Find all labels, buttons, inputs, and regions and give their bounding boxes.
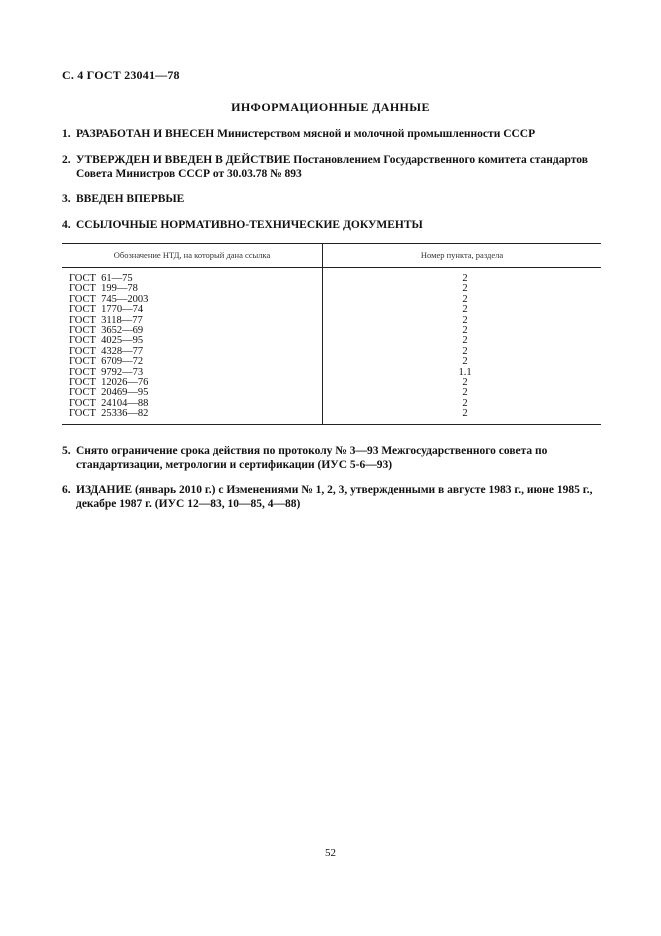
info-item-5 (62, 444, 602, 472)
table-row (62, 305, 601, 315)
section-title: ИНФОРМАЦИОННЫЕ ДАННЫЕ (231, 100, 430, 114)
item-number: 2. (62, 154, 71, 166)
item-lead: ИЗДАНИЕ (76, 484, 133, 496)
document-designation: ГОСТ 12026—76 (62, 378, 323, 388)
section-number: 2 (462, 304, 468, 316)
info-item-1 (62, 127, 602, 141)
document-designation: ГОСТ 3652—69 (62, 326, 323, 336)
item-text: Постановлением Государственного комитета стандартов Совета Министров СССР от 30.03.78 № 893 (76, 154, 588, 180)
section-number: 2 (462, 397, 468, 409)
item-number: 5. (62, 445, 71, 457)
item-number: 4. (62, 219, 71, 231)
document-designation: ГОСТ 1770—74 (62, 305, 323, 315)
table-row (62, 268, 601, 285)
section-number: 2 (462, 283, 468, 295)
section-number: 2 (462, 356, 468, 368)
document-designation: ГОСТ 4025—95 (62, 336, 323, 346)
section-number: 2 (462, 314, 468, 326)
section-number: 1.1 (458, 366, 472, 378)
column-header-designation: Обозначение НТД, на который дана ссылка (62, 244, 323, 268)
document-designation: ГОСТ 25336—82 (62, 409, 323, 424)
page-number: 52 (325, 847, 336, 859)
item-text: Министерством мясной и молочной промышленности СССР (214, 128, 536, 140)
document-designation: ГОСТ 61—75 (62, 268, 323, 285)
section-number: 2 (462, 387, 468, 399)
item-lead: УТВЕРЖДЕН И ВВЕДЕН В ДЕЙСТВИЕ (76, 154, 291, 166)
info-item-2 (62, 153, 602, 181)
section-number: 2 (323, 409, 602, 424)
item-text: (январь 2010 г.) с Изменениями № 1, 2, 3, утвержденными в августе 1983 г., июне 1985 г., декабре 1987 г. (ИУС 12—83, 10—85, 4—88) (76, 484, 593, 510)
section-number: 2 (462, 273, 468, 284)
document-designation: ГОСТ 745—2003 (62, 295, 323, 305)
item-number: 6. (62, 484, 71, 496)
section-number: 2 (462, 293, 468, 305)
item-lead: ВВЕДЕН ВПЕРВЫЕ (76, 193, 185, 205)
item-text: Снято ограничение срока действия по протоколу № 3—93 Межгосударственного совета по стандартизации, метрологии и сертификации (ИУС 5-6—93) (76, 445, 548, 471)
section-number: 2 (462, 345, 468, 357)
item-number: 1. (62, 128, 71, 140)
item-lead: РАЗРАБОТАН И ВНЕСЕН (76, 128, 215, 140)
info-item-3 (62, 192, 602, 206)
document-designation: ГОСТ 9792—73 (62, 368, 323, 378)
section-number: 2 (462, 377, 468, 389)
column-header-section: Номер пункта, раздела (323, 244, 602, 268)
section-number: 2 (462, 325, 468, 337)
item-lead: ССЫЛОЧНЫЕ НОРМАТИВНО-ТЕХНИЧЕСКИЕ ДОКУМЕНТЫ (76, 219, 423, 231)
section-number: 2 (462, 335, 468, 347)
document-designation: ГОСТ 3118—77 (62, 316, 323, 326)
document-designation: ГОСТ 20469—95 (62, 388, 323, 398)
info-item-6 (62, 483, 602, 511)
item-number: 3. (62, 193, 71, 205)
page-header: С. 4 ГОСТ 23041—78 (62, 68, 180, 82)
info-item-4 (62, 218, 602, 232)
reference-documents-table (62, 243, 601, 425)
table-row (62, 409, 601, 424)
document-designation: ГОСТ 199—78 (62, 284, 323, 294)
document-designation: ГОСТ 24104—88 (62, 399, 323, 409)
document-designation: ГОСТ 6709—72 (62, 357, 323, 367)
document-designation: ГОСТ 4328—77 (62, 347, 323, 357)
